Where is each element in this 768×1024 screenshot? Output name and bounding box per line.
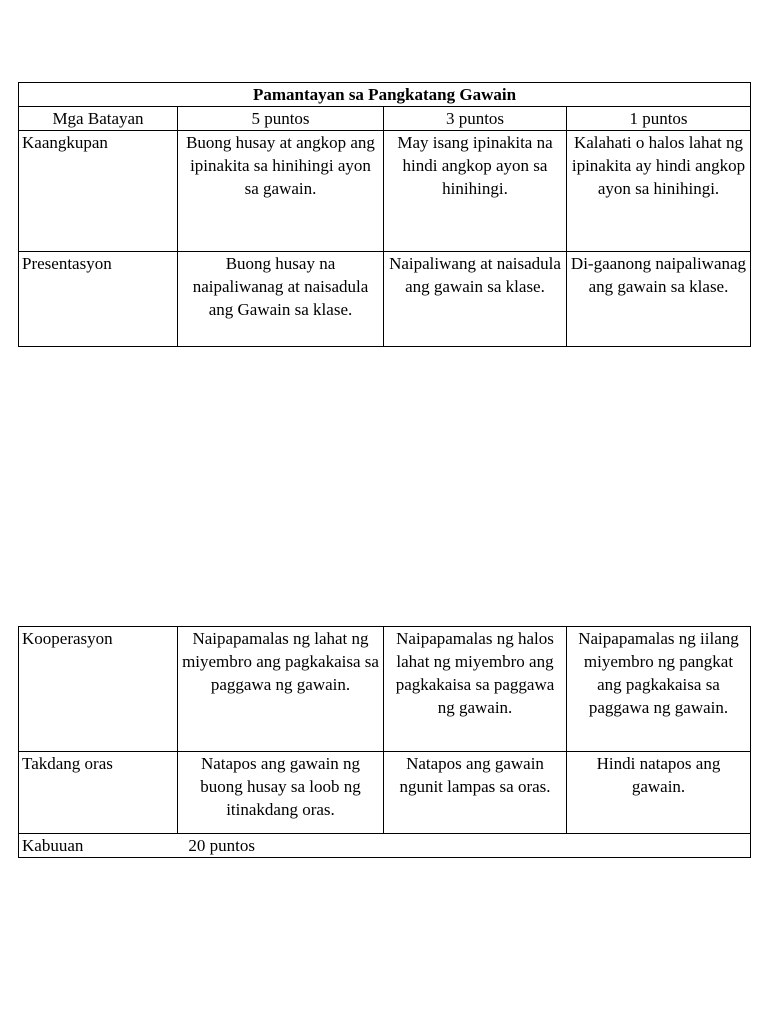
score-5-cell: Buong husay na naipaliwanag at naisadula ang Gawain sa klase. [178, 252, 384, 347]
score-3-cell: Naipapamalas ng halos lahat ng miyembro ang pagkakaisa sa paggawa ng gawain. [384, 627, 567, 752]
header-3-points: 3 puntos [384, 107, 567, 131]
total-label: Kabuuan [22, 836, 84, 855]
title-row [19, 83, 751, 107]
criterion-cell: Kaangkupan [19, 131, 178, 252]
score-1-cell: Di-gaanong naipaliwanag ang gawain sa klase. [567, 252, 751, 347]
total-row [19, 834, 751, 858]
total-value: 20 puntos [188, 836, 255, 855]
header-1-point: 1 puntos [567, 107, 751, 131]
criterion-cell: Takdang oras [19, 752, 178, 834]
rubric-table-part-2 [18, 626, 751, 858]
header-row [19, 107, 751, 131]
table-title: Pamantayan sa Pangkatang Gawain [19, 83, 751, 107]
score-3-cell: Natapos ang gawain ngunit lampas sa oras. [384, 752, 567, 834]
rubric-table-part-1 [18, 82, 751, 347]
score-5-cell: Natapos ang gawain ng buong husay sa loob ng itinakdang oras. [178, 752, 384, 834]
header-5-points: 5 puntos [178, 107, 384, 131]
table-row [19, 627, 751, 752]
table-row [19, 252, 751, 347]
criterion-cell: Kooperasyon [19, 627, 178, 752]
table-row [19, 131, 751, 252]
score-3-cell: May isang ipinakita na hindi angkop ayon sa hinihingi. [384, 131, 567, 252]
score-1-cell: Hindi natapos ang gawain. [567, 752, 751, 834]
total-cell [19, 834, 751, 858]
header-criteria: Mga Batayan [19, 107, 178, 131]
score-1-cell: Kalahati o halos lahat ng ipinakita ay hindi angkop ayon sa hinihingi. [567, 131, 751, 252]
score-5-cell: Buong husay at angkop ang ipinakita sa hinihingi ayon sa gawain. [178, 131, 384, 252]
score-3-cell: Naipaliwang at naisadula ang gawain sa klase. [384, 252, 567, 347]
score-1-cell: Naipapamalas ng iilang miyembro ng pangkat ang pagkakaisa sa paggawa ng gawain. [567, 627, 751, 752]
score-5-cell: Naipapamalas ng lahat ng miyembro ang pagkakaisa sa paggawa ng gawain. [178, 627, 384, 752]
criterion-cell: Presentasyon [19, 252, 178, 347]
table-row [19, 752, 751, 834]
